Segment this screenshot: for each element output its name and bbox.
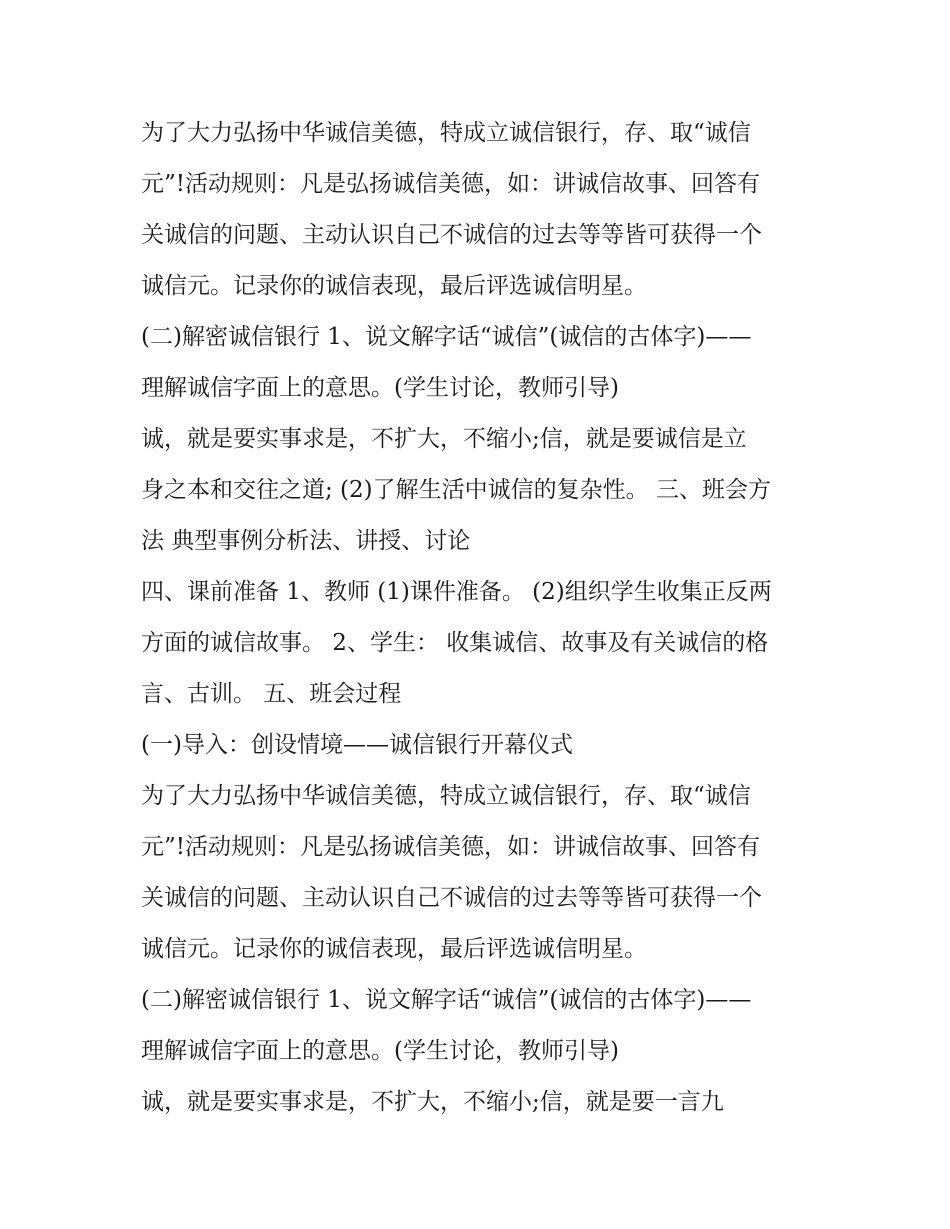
text-line: 诚，就是要实事求是，不扩大，不缩小;信，就是要一言九 [141, 1089, 724, 1115]
text-line: 言、古训。 五、班会过程 [141, 681, 402, 707]
text-line: 诚信元。记录你的诚信表现，最后评选诚信明星。 [141, 273, 647, 299]
text-line: 关诚信的问题、主动认识自己不诚信的过去等等皆可获得一个 [141, 885, 762, 911]
text-line: 为了大力弘扬中华诚信美德，特成立诚信银行，存、取“诚信 [141, 120, 751, 146]
text-line: 理解诚信字面上的意思。(学生讨论，教师引导) [141, 1038, 619, 1064]
text-line: (二)解密诚信银行 1、说文解字话“诚信”(诚信的古体字)—— [141, 987, 752, 1013]
text-line: 诚，就是要实事求是，不扩大，不缩小;信，就是要诚信是立 [141, 426, 747, 452]
text-line: 为了大力弘扬中华诚信美德，特成立诚信银行，存、取“诚信 [141, 783, 751, 809]
text-line: (二)解密诚信银行 1、说文解字话“诚信”(诚信的古体字)—— [141, 324, 752, 350]
text-line: (一)导入：创设情境——诚信银行开幕仪式 [141, 732, 573, 758]
text-line: 元”!活动规则：凡是弘扬诚信美德，如：讲诚信故事、回答有 [141, 834, 761, 860]
document-body [141, 108, 831, 1128]
text-line: 方面的诚信故事。 2、学生： 收集诚信、故事及有关诚信的格 [141, 630, 769, 656]
text-line: 元”!活动规则：凡是弘扬诚信美德，如：讲诚信故事、回答有 [141, 171, 761, 197]
text-line: 四、课前准备 1、教师 (1)课件准备。 (2)组织学生收集正反两 [141, 579, 772, 605]
text-line: 身之本和交往之道; (2)了解生活中诚信的复杂性。 三、班会方 [141, 477, 771, 503]
text-line: 关诚信的问题、主动认识自己不诚信的过去等等皆可获得一个 [141, 222, 762, 248]
text-line: 理解诚信字面上的意思。(学生讨论，教师引导) [141, 375, 619, 401]
text-line: 法 典型事例分析法、讲授、讨论 [141, 528, 471, 554]
text-line: 诚信元。记录你的诚信表现，最后评选诚信明星。 [141, 936, 647, 962]
